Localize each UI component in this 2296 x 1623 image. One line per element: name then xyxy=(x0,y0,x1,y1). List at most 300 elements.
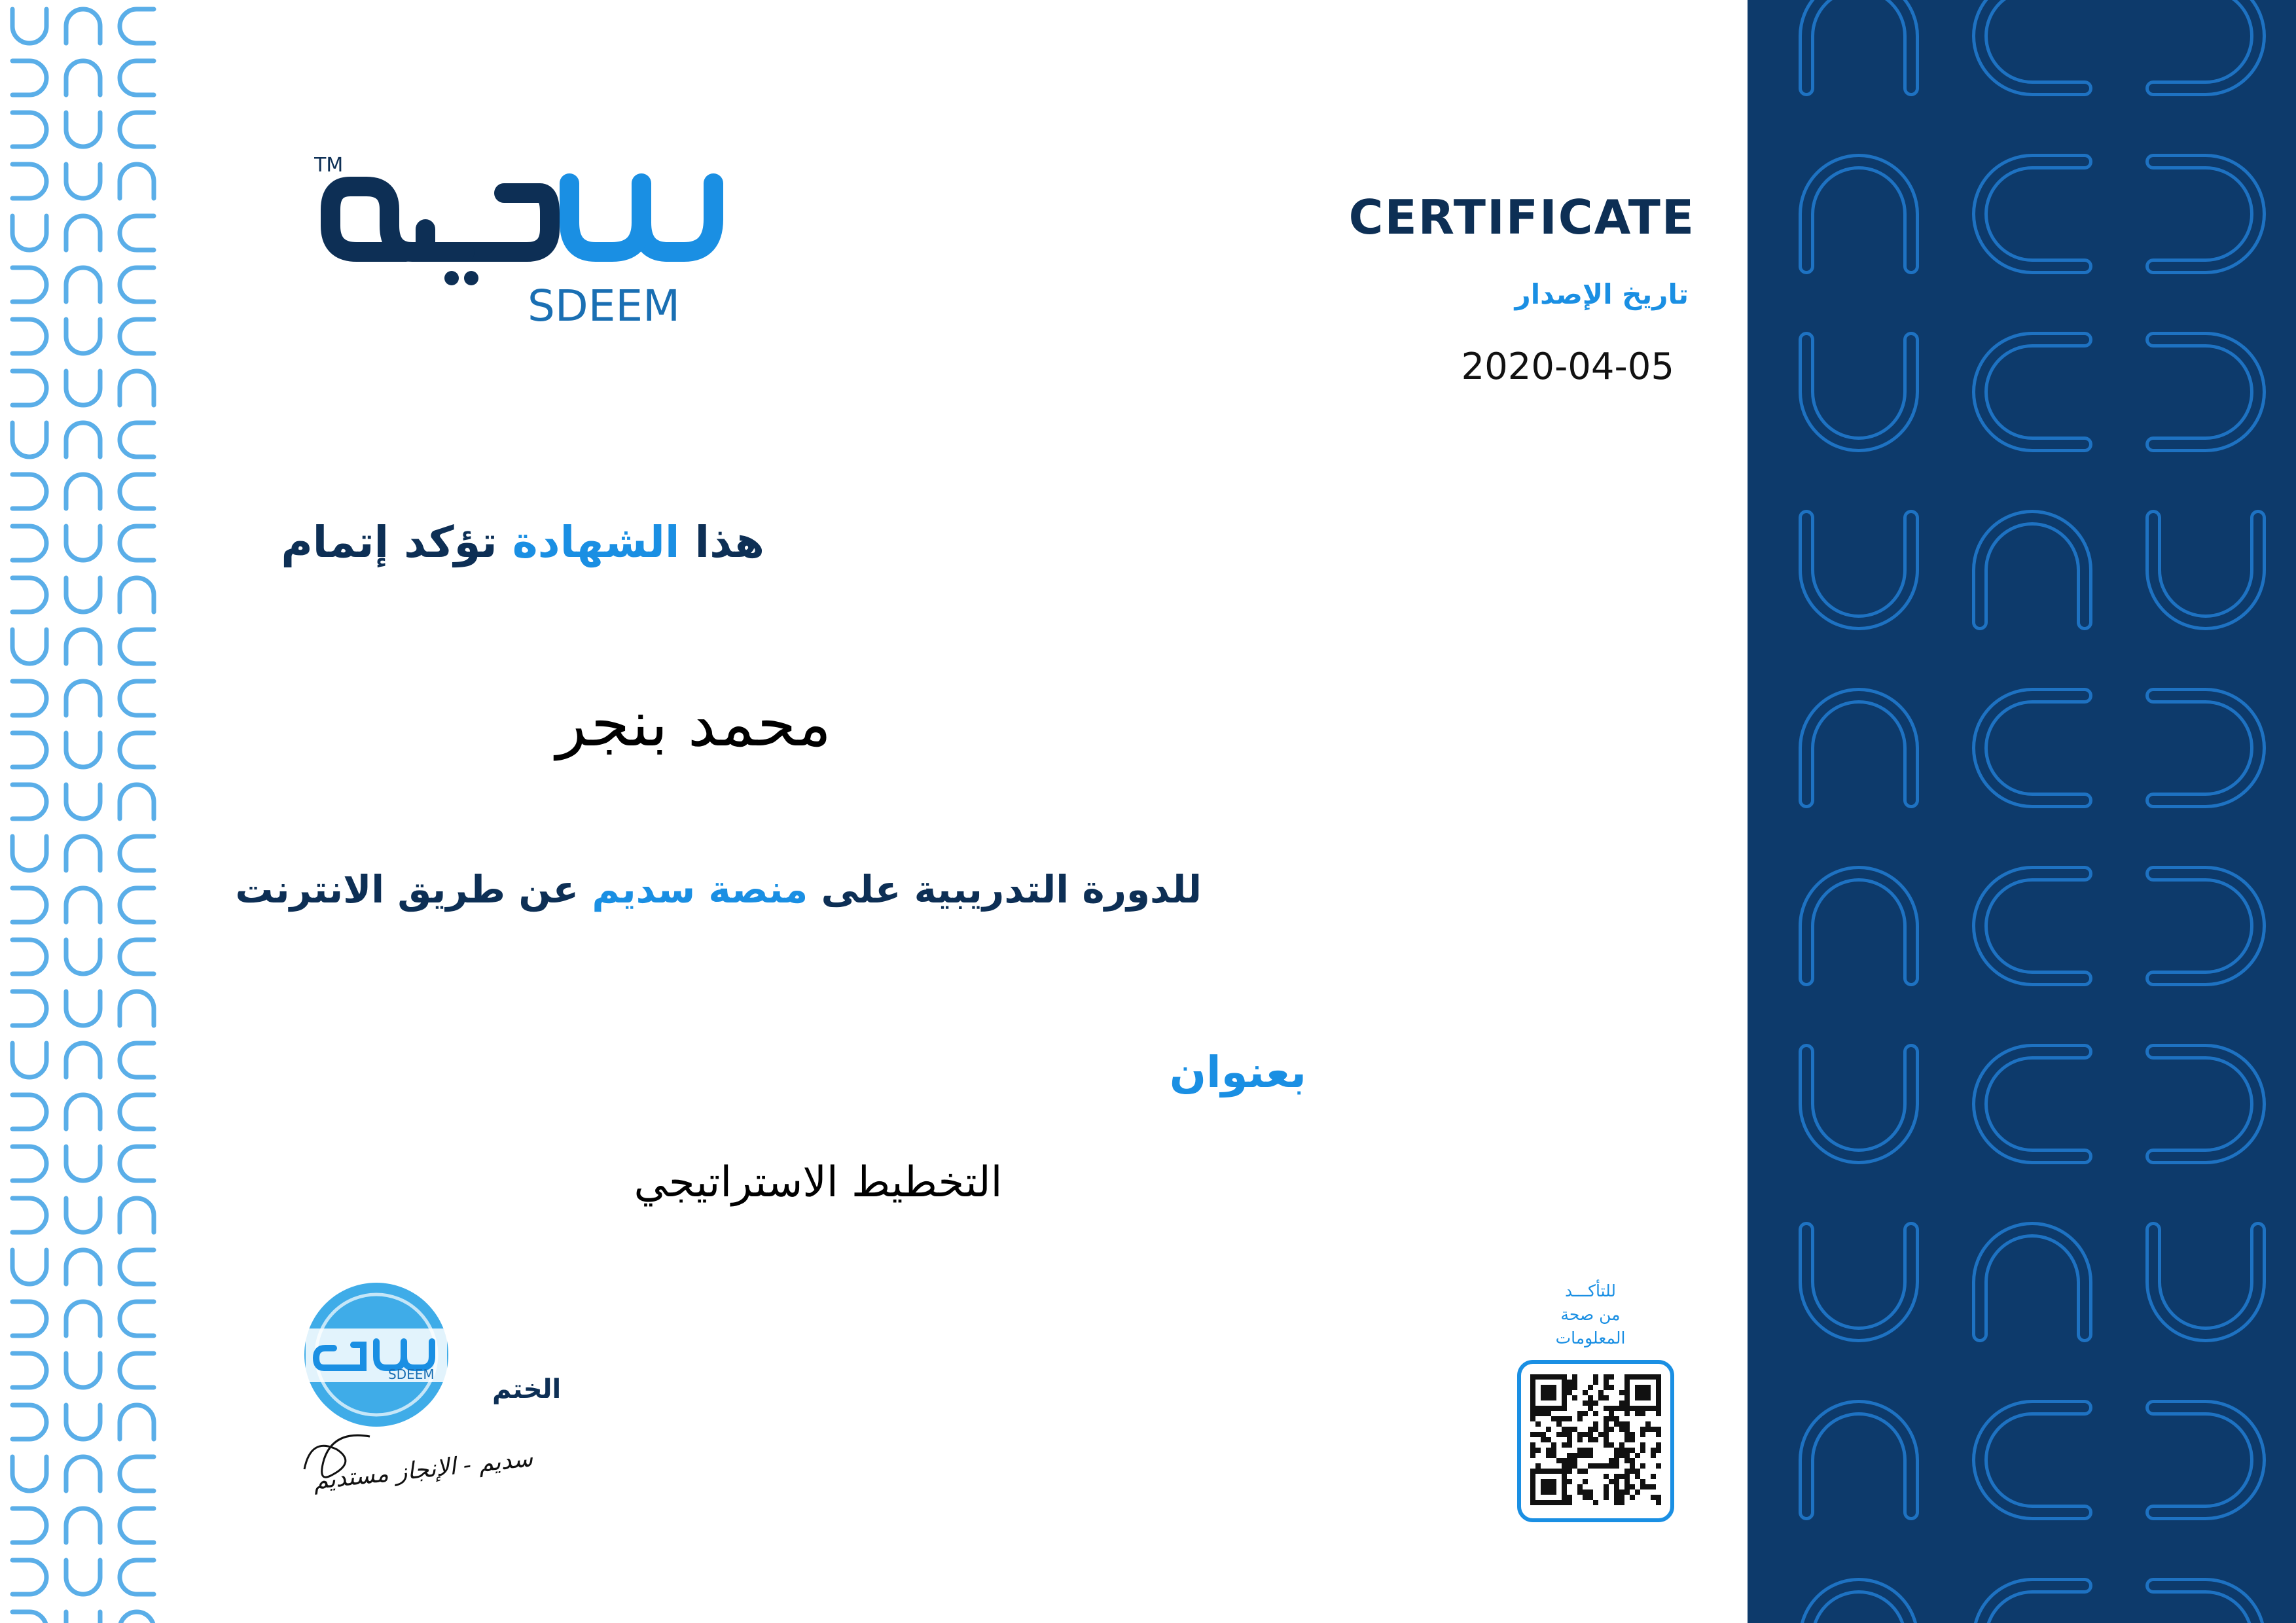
qr-module xyxy=(1588,1427,1593,1432)
qr-module xyxy=(1530,1411,1535,1416)
qr-module xyxy=(1588,1432,1593,1437)
qr-module xyxy=(1609,1411,1614,1416)
pattern-glyph xyxy=(12,630,46,664)
qr-module xyxy=(1624,1411,1630,1416)
qr-module xyxy=(1656,1495,1661,1500)
pattern-glyph xyxy=(66,164,100,198)
pattern-glyph xyxy=(120,1508,154,1543)
pattern-glyph xyxy=(1980,1408,2085,1512)
verify-caption xyxy=(1548,1279,1633,1350)
qr-module xyxy=(1619,1421,1624,1427)
qr-module xyxy=(1562,1416,1567,1421)
qr-module xyxy=(1572,1463,1577,1469)
pattern-glyph xyxy=(12,61,46,95)
qr-module xyxy=(1583,1400,1588,1406)
qr-module xyxy=(1593,1421,1598,1427)
pattern-glyph xyxy=(120,630,154,664)
pattern-glyph xyxy=(66,1353,100,1387)
qr-module xyxy=(1583,1495,1588,1500)
pattern-glyph xyxy=(12,474,46,508)
pattern-glyph xyxy=(1806,1052,1911,1156)
qr-module xyxy=(1604,1380,1609,1385)
pattern-glyph xyxy=(66,1457,100,1491)
qr-module xyxy=(1619,1406,1624,1411)
pattern-glyph xyxy=(120,1095,154,1129)
platform-text-start: للدورة التدريبية على xyxy=(808,867,1202,912)
pattern-glyph xyxy=(120,836,154,870)
qr-module xyxy=(1635,1469,1640,1474)
qr-module xyxy=(1567,1437,1572,1442)
pattern-glyph xyxy=(120,9,154,43)
pattern-glyph xyxy=(12,268,46,302)
pattern-glyph xyxy=(12,1302,46,1336)
qr-module xyxy=(1567,1479,1572,1484)
pattern-glyph xyxy=(66,319,100,353)
qr-module xyxy=(1651,1453,1656,1458)
qr-module xyxy=(1604,1421,1609,1427)
verify-line-3: المعلومات xyxy=(1555,1329,1626,1347)
pattern-glyph xyxy=(12,216,46,250)
pattern-glyph xyxy=(66,61,100,95)
qr-module xyxy=(1635,1411,1640,1416)
qr-module xyxy=(1567,1463,1572,1469)
pattern-glyph xyxy=(12,991,46,1026)
qr-module xyxy=(1635,1474,1640,1479)
qr-module xyxy=(1630,1448,1635,1453)
pattern-glyph xyxy=(1980,340,2085,444)
pattern-glyph xyxy=(120,474,154,508)
qr-module xyxy=(1572,1395,1577,1400)
qr-module xyxy=(1567,1390,1572,1395)
qr-module xyxy=(1619,1495,1624,1500)
pattern-glyph xyxy=(120,940,154,974)
qr-module xyxy=(1619,1500,1624,1505)
qr-module xyxy=(1609,1416,1614,1421)
pattern-glyph xyxy=(12,888,46,922)
qr-module xyxy=(1619,1442,1624,1448)
pattern-glyph xyxy=(120,1250,154,1284)
qr-module xyxy=(1614,1474,1619,1479)
qr-module xyxy=(1593,1380,1598,1385)
pattern-glyph xyxy=(120,319,154,353)
pattern-glyph xyxy=(120,526,154,560)
qr-module xyxy=(1577,1437,1583,1442)
qr-module xyxy=(1535,1421,1541,1427)
qr-module xyxy=(1604,1474,1609,1479)
qr-module xyxy=(1619,1489,1624,1495)
qr-module xyxy=(1619,1474,1624,1479)
qr-module xyxy=(1656,1427,1661,1432)
qr-module xyxy=(1656,1442,1661,1448)
qr-module xyxy=(1577,1416,1583,1421)
qr-module xyxy=(1588,1437,1593,1442)
qr-module xyxy=(1577,1453,1583,1458)
pattern-glyph xyxy=(12,423,46,457)
qr-module xyxy=(1562,1427,1567,1432)
qr-module xyxy=(1583,1479,1588,1484)
platform-highlight: منصة سديم xyxy=(592,867,808,912)
qr-module xyxy=(1572,1385,1577,1390)
qr-module xyxy=(1583,1411,1588,1416)
qr-module xyxy=(1593,1427,1598,1432)
pattern-glyph xyxy=(120,1560,154,1594)
sdeem-logo-icon xyxy=(314,144,733,334)
qr-module xyxy=(1567,1385,1572,1390)
pattern-glyph xyxy=(12,836,46,870)
svg-text:SDEEM: SDEEM xyxy=(388,1366,435,1382)
pattern-glyph xyxy=(66,216,100,250)
pattern-glyph xyxy=(12,1147,46,1181)
pattern-glyph xyxy=(66,423,100,457)
course-platform-line xyxy=(235,867,1202,912)
qr-module xyxy=(1551,1442,1556,1448)
qr-module xyxy=(1598,1432,1604,1437)
qr-module xyxy=(1651,1484,1656,1489)
qr-module xyxy=(1551,1453,1556,1458)
pattern-glyph xyxy=(66,991,100,1026)
pattern-glyph xyxy=(66,9,100,43)
certificate-title: CERTIFICATE xyxy=(1348,190,1695,245)
qr-module xyxy=(1588,1489,1593,1495)
pattern-glyph xyxy=(120,113,154,147)
qr-module xyxy=(1635,1489,1640,1495)
qr-module xyxy=(1567,1453,1572,1458)
verify-line-1: للتأكـــد xyxy=(1564,1281,1617,1300)
qr-module xyxy=(1567,1380,1572,1385)
qr-module xyxy=(1583,1432,1588,1437)
qr-module xyxy=(1635,1453,1640,1458)
qr-module xyxy=(1530,1416,1535,1421)
seal-label: الختم xyxy=(492,1374,562,1404)
pattern-glyph xyxy=(66,733,100,767)
pattern-glyph xyxy=(120,888,154,922)
qr-module xyxy=(1640,1479,1645,1484)
qr-module xyxy=(1609,1406,1614,1411)
qr-module xyxy=(1640,1432,1645,1437)
qr-module xyxy=(1619,1448,1624,1453)
qr-module xyxy=(1572,1427,1577,1432)
qr-module xyxy=(1609,1442,1614,1448)
pattern-glyph xyxy=(1806,874,1911,978)
qr-module xyxy=(1541,1479,1556,1495)
qr-module xyxy=(1630,1469,1635,1474)
qr-module xyxy=(1588,1400,1593,1406)
qr-module xyxy=(1588,1463,1593,1469)
qr-module xyxy=(1624,1484,1630,1489)
qr-module xyxy=(1604,1437,1609,1442)
pattern-glyph xyxy=(1980,696,2085,800)
qr-module xyxy=(1546,1448,1551,1453)
qr-module xyxy=(1572,1380,1577,1385)
pattern-glyph xyxy=(66,836,100,870)
qr-module xyxy=(1624,1469,1630,1474)
pattern-glyph xyxy=(1806,162,1911,266)
qr-module xyxy=(1609,1479,1614,1484)
pattern-glyph xyxy=(12,113,46,147)
pattern-glyph xyxy=(1806,0,1911,88)
qr-module xyxy=(1546,1427,1551,1432)
verify-line-2: من صحة xyxy=(1560,1305,1621,1324)
qr-module xyxy=(1541,1432,1546,1437)
qr-module xyxy=(1546,1437,1551,1442)
qr-module xyxy=(1551,1448,1556,1453)
pattern-glyph xyxy=(120,1612,154,1623)
pattern-glyph xyxy=(66,1405,100,1439)
pattern-glyph xyxy=(120,216,154,250)
qr-code-frame[interactable] xyxy=(1517,1360,1674,1522)
pattern-glyph xyxy=(120,1147,154,1181)
pattern-glyph xyxy=(120,61,154,95)
qr-module xyxy=(1583,1469,1588,1474)
pattern-glyph xyxy=(66,526,100,560)
qr-module xyxy=(1562,1432,1567,1437)
qr-module xyxy=(1614,1458,1619,1463)
qr-module xyxy=(1651,1427,1656,1432)
course-title: التخطيط الاستراتيجي xyxy=(634,1158,1003,1207)
qr-module xyxy=(1572,1453,1577,1458)
qr-module xyxy=(1635,1385,1651,1400)
qr-module xyxy=(1614,1448,1619,1453)
pattern-glyph xyxy=(1806,1408,1911,1512)
qr-module xyxy=(1614,1479,1619,1484)
qr-module xyxy=(1619,1400,1624,1406)
qr-module xyxy=(1567,1458,1572,1463)
pattern-glyph xyxy=(2153,1052,2258,1156)
qr-module xyxy=(1604,1495,1609,1500)
left-pattern-strip xyxy=(0,0,167,1623)
qr-module xyxy=(1546,1453,1551,1458)
pattern-glyph xyxy=(1980,162,2085,266)
qr-module xyxy=(1577,1432,1583,1437)
qr-module xyxy=(1572,1374,1577,1380)
pattern-glyph xyxy=(120,1302,154,1336)
qr-module xyxy=(1593,1400,1598,1406)
pattern-glyph xyxy=(120,268,154,302)
qr-module xyxy=(1651,1474,1656,1479)
qr-module xyxy=(1583,1448,1588,1453)
qr-module xyxy=(1645,1484,1651,1489)
qr-module xyxy=(1535,1411,1541,1416)
pattern-glyph xyxy=(1980,1052,2085,1156)
qr-module xyxy=(1551,1416,1556,1421)
pattern-glyph xyxy=(66,888,100,922)
pattern-glyph xyxy=(12,319,46,353)
qr-module xyxy=(1630,1495,1635,1500)
qr-module xyxy=(1614,1500,1619,1505)
qr-module xyxy=(1609,1427,1614,1432)
pattern-glyph xyxy=(2153,0,2258,88)
qr-module xyxy=(1567,1500,1572,1505)
qr-module xyxy=(1604,1416,1609,1421)
pattern-glyph xyxy=(120,371,154,405)
pattern-glyph xyxy=(66,268,100,302)
pattern-glyph xyxy=(1980,518,2085,622)
qr-module xyxy=(1614,1463,1619,1469)
qr-module xyxy=(1583,1489,1588,1495)
qr-module xyxy=(1624,1458,1630,1463)
qr-module xyxy=(1556,1458,1562,1463)
qr-module xyxy=(1556,1432,1562,1437)
qr-module xyxy=(1614,1484,1619,1489)
qr-module xyxy=(1630,1437,1635,1442)
qr-module xyxy=(1640,1427,1645,1432)
qr-module xyxy=(1535,1448,1541,1453)
qr-module xyxy=(1562,1442,1567,1448)
qr-module xyxy=(1598,1395,1604,1400)
pattern-glyph xyxy=(12,785,46,819)
issue-date-value: 2020-04-05 xyxy=(1461,346,1674,388)
qr-module xyxy=(1593,1411,1598,1416)
pattern-glyph xyxy=(1806,340,1911,444)
pattern-glyph xyxy=(120,733,154,767)
qr-module xyxy=(1604,1432,1609,1437)
pattern-glyph xyxy=(120,423,154,457)
pattern-glyph xyxy=(12,1405,46,1439)
qr-module xyxy=(1656,1411,1661,1416)
pattern-glyph xyxy=(12,164,46,198)
qr-module xyxy=(1656,1448,1661,1453)
pattern-glyph xyxy=(1980,1230,2085,1334)
pattern-glyph xyxy=(12,1612,46,1623)
pattern-glyph xyxy=(66,113,100,147)
pattern-glyph xyxy=(12,1250,46,1284)
qr-module xyxy=(1583,1390,1588,1395)
qr-module xyxy=(1541,1385,1556,1400)
qr-module xyxy=(1577,1484,1583,1489)
qr-module xyxy=(1609,1463,1614,1469)
pattern-glyph xyxy=(120,991,154,1026)
qr-module xyxy=(1577,1411,1583,1416)
qr-module xyxy=(1556,1421,1562,1427)
pattern-glyph xyxy=(12,681,46,715)
pattern-glyph xyxy=(2153,1230,2258,1334)
confirmation-line xyxy=(281,517,764,567)
pattern-glyph xyxy=(12,1560,46,1594)
qr-module xyxy=(1604,1442,1609,1448)
qr-module xyxy=(1651,1448,1656,1453)
pattern-glyph xyxy=(66,1560,100,1594)
pattern-glyph xyxy=(66,1198,100,1232)
qr-module xyxy=(1624,1427,1630,1432)
qr-module xyxy=(1593,1374,1598,1380)
qr-module xyxy=(1567,1442,1572,1448)
pattern-glyph xyxy=(12,1095,46,1129)
pattern-glyph xyxy=(1806,696,1911,800)
qr-module xyxy=(1624,1448,1630,1453)
pattern-glyph xyxy=(1806,518,1911,622)
qr-module xyxy=(1630,1458,1635,1463)
qr-module xyxy=(1577,1469,1583,1474)
pattern-glyph xyxy=(66,1508,100,1543)
qr-module xyxy=(1567,1432,1572,1437)
pattern-glyph xyxy=(12,733,46,767)
pattern-glyph xyxy=(66,1250,100,1284)
pattern-glyph xyxy=(2153,518,2258,622)
qr-module xyxy=(1530,1448,1535,1453)
issue-date-label: تاريخ الإصدار xyxy=(1515,278,1689,310)
pattern-glyph xyxy=(12,526,46,560)
qr-module xyxy=(1588,1448,1593,1453)
qr-module xyxy=(1604,1406,1609,1411)
qr-module xyxy=(1567,1469,1572,1474)
qr-module xyxy=(1588,1453,1593,1458)
qr-module xyxy=(1556,1416,1562,1421)
qr-module xyxy=(1624,1479,1630,1484)
pattern-glyph xyxy=(66,1302,100,1336)
pattern-glyph xyxy=(12,9,46,43)
qr-module xyxy=(1640,1463,1645,1469)
qr-module xyxy=(1598,1390,1604,1395)
pattern-glyph xyxy=(66,1043,100,1077)
qr-module xyxy=(1619,1427,1624,1432)
qr-module xyxy=(1604,1463,1609,1469)
pattern-glyph xyxy=(120,1198,154,1232)
pattern-glyph xyxy=(2153,162,2258,266)
pattern-glyph xyxy=(66,940,100,974)
qr-module xyxy=(1541,1437,1546,1442)
qr-module xyxy=(1604,1385,1609,1390)
pattern-glyph xyxy=(1806,0,1911,88)
confirmation-text-start: هذا xyxy=(679,517,764,567)
pattern-glyph xyxy=(120,1353,154,1387)
qr-module xyxy=(1577,1489,1583,1495)
pattern-glyph xyxy=(66,785,100,819)
qr-module xyxy=(1562,1463,1567,1469)
qr-module xyxy=(1630,1432,1635,1437)
right-pattern-panel xyxy=(1748,0,2296,1623)
qr-module xyxy=(1624,1474,1630,1479)
qr-module xyxy=(1567,1495,1572,1500)
pattern-glyph xyxy=(2153,1408,2258,1512)
pattern-glyph xyxy=(120,1457,154,1491)
qr-module xyxy=(1614,1489,1619,1495)
pattern-glyph xyxy=(66,1095,100,1129)
pattern-glyph xyxy=(66,1612,100,1623)
qr-module xyxy=(1645,1421,1651,1427)
qr-module xyxy=(1588,1495,1593,1500)
pattern-glyph xyxy=(120,1405,154,1439)
pattern-glyph xyxy=(66,371,100,405)
qr-module xyxy=(1609,1385,1614,1390)
pattern-glyph xyxy=(120,578,154,612)
qr-module xyxy=(1640,1411,1645,1416)
pattern-glyph xyxy=(120,681,154,715)
qr-module xyxy=(1604,1395,1609,1400)
qr-module xyxy=(1619,1453,1624,1458)
pattern-glyph xyxy=(66,681,100,715)
qr-module xyxy=(1535,1432,1541,1437)
qr-module xyxy=(1614,1421,1619,1427)
pattern-glyph xyxy=(66,474,100,508)
qr-module xyxy=(1604,1427,1609,1432)
qr-module xyxy=(1614,1416,1619,1421)
pattern-glyph xyxy=(1806,1230,1911,1334)
pattern-glyph xyxy=(12,940,46,974)
pattern-glyph xyxy=(66,630,100,664)
qr-module xyxy=(1567,1427,1572,1432)
pattern-glyph xyxy=(1980,0,2085,88)
qr-module xyxy=(1624,1437,1630,1442)
pattern-glyph xyxy=(2153,874,2258,978)
qr-module xyxy=(1614,1406,1619,1411)
pattern-glyph xyxy=(12,1508,46,1543)
qr-module xyxy=(1630,1484,1635,1489)
qr-module xyxy=(1614,1453,1619,1458)
qr-module xyxy=(1593,1437,1598,1442)
qr-module xyxy=(1624,1453,1630,1458)
qr-module xyxy=(1624,1489,1630,1495)
qr-module xyxy=(1630,1463,1635,1469)
